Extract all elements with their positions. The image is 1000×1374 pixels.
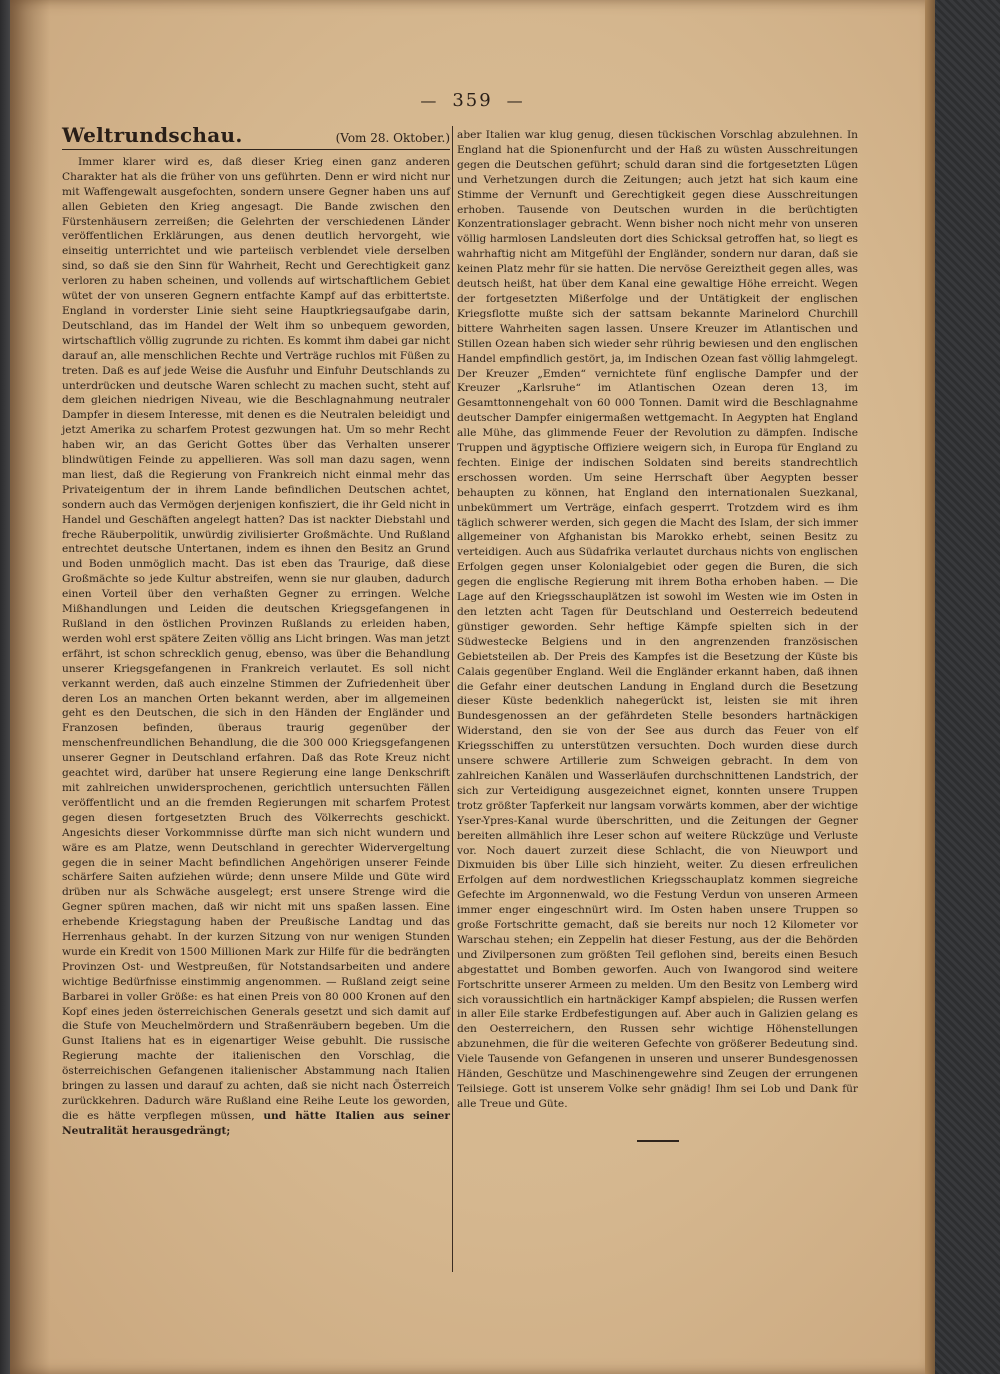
page-number bbox=[10, 90, 935, 111]
article-body-left bbox=[62, 155, 450, 1139]
page-gutter-shadow bbox=[10, 0, 50, 1374]
page-number-dash-right: — bbox=[506, 91, 525, 110]
page-number-value: 359 bbox=[452, 90, 493, 111]
column-divider bbox=[452, 126, 453, 1272]
article-body-left-text: Immer klarer wird es, daß dieser Krieg einen ganz anderen Charakter hat als die früher von uns geführten. Denn er wird nicht nur mit Waffengewalt ausgefochten, sondern unsere Gegner haben uns auf allen Gebieten den Krieg angesagt. Die Bande zwischen den Fürstenhäusern zerreißen; die Gelehrten der verschiedenen Länder veröffentlichen Erklärungen, aus denen deutlich hervorgeht, wie einseitig unterrichtet und wie parteiisch verblendet viele derselben sind, so daß sie den Sinn für Wahrheit, Recht und Gerechtigkeit ganz verloren zu haben scheinen, und vollends auf wirtschaftlichem Gebiet wütet der von unseren Gegnern entfachte Kampf auf das erbittertste. England in vorderster Linie sieht seine Hauptkriegsaufgabe darin, Deutschland, das im Handel der Welt ihm so unbequem geworden, wirtschaftlich völlig zugrunde zu richten. Es kommt ihm dabei gar nicht darauf an, alle menschlichen Rechte und Verträge ruchlos mit Füßen zu treten. Daß es auf jede Weise die Ausfuhr und Einfuhr Deutschlands zu unterdrücken und deutsche Waren schlecht zu machen sucht, steht auf dem gleichen niedrigen Niveau, wie die Beschlagnahmung neutraler Dampfer in diesem Interesse, mit denen es die Neutralen beleidigt und jetzt Amerika zu scharfem Protest gezwungen hat. Um so mehr Recht haben wir, an das Gericht Gottes über das Verhalten unserer blindwütigen Feinde zu appellieren. Was soll man dazu sagen, wenn man liest, daß die Regierung von Frankreich nicht einmal mehr das Privateigentum der in ihrem Lande befindlichen Deutschen achtet, sondern auch das Vermögen derjenigen konfisziert, die ihr Geld nicht in Handel und Geschäften angelegt hatten? Das ist nackter Diebstahl und freche Räuberpolitik, unwürdig zivilisierter Großmächte. Und Rußland entrechtet deutsche Untertanen, indem es ihnen den Besitz an Grund und Boden unmöglich macht. Das ist eben das Traurige, daß diese Großmächte so jede Kultur abstreifen, wenn sie nur glauben, dadurch einen Vorteil über den verhaßten Gegner zu erringen. Welche Mißhandlungen und Leiden die deutschen Kriegsgefangenen in Rußland in den östlichen Provinzen Rußlands zu erleiden haben, werden wohl erst spätere Zeiten völlig ans Licht bringen. Was man jetzt erfährt, ist schon schrecklich genug, ebenso, was über die Behandlung unserer Kriegsgefangenen in Frankreich verlautet. Es soll nicht verkannt werden, daß auch einzelne Stimmen der Zufriedenheit über deren Los an manchen Orten bekannt werden, aber im allgemeinen geht es den Deutschen, die sich in den Händen der Engländer und Franzosen befinden, überaus traurig gegenüber der menschenfreundlichen Behandlung, die die 300 000 Kriegsgefangenen unserer Gegner in Deutschland erfahren. Daß das Rote Kreuz nicht geachtet wird, darüber hat unsere Regierung eine lange Denkschrift mit zahlreichen unwidersprochenen, gerichtlich untersuchten Fällen veröffentlicht und an die fremden Regierungen mit scharfem Protest gegen diesen fortgesetzten Bruch des Völkerrechts geschickt. Angesichts dieser Vorkommnisse dürfte man sich nicht wundern und wäre es am Platze, wenn Deutschland in gerechter Widervergeltung gegen die in seiner Macht befindlichen Angehörigen unserer Feinde schärfere Saiten aufziehen würde; denn unsere Milde und Güte wird drüben nur als Schwäche ausgelegt; erst unsere Strenge wird die Gegner spüren machen, daß wir nicht mit uns spaßen lassen. Eine erhebende Kriegstagung haben der Preußische Landtag und das Herrenhaus gehabt. In der kurzen Sitzung von nur wenigen Stunden wurde ein Kredit von 1500 Millionen Mark zur Hilfe für die bedrängten Provinzen Ost- und Westpreußen, für Notstandsarbeiten und andere wichtige Bedürfnisse einstimmig angenommen. — Rußland zeigt seine Barbarei in voller Größe: es hat einen Preis von 80 000 Kronen auf den Kopf eines jeden österreichischen Generals gesetzt und sich damit auf die Stufe von Meuchelmördern und Straßenräubern begeben. Um die Gunst Italiens hat es in eigenartiger Weise gebuhlt. Die russische Regierung machte der italienischen den Vorschlag, die österreichischen Gefangenen italienischer Abstammung nach Italien bringen zu lassen und darauf zu achten, daß sie nicht nach Österreich zurückkehren. Dadurch wäre Rußland eine Reihe Leute los geworden, die es hätte verpflegen müssen, bbox=[62, 155, 450, 1122]
article-column-left bbox=[62, 123, 450, 1139]
article-header bbox=[62, 123, 450, 150]
book-page bbox=[10, 0, 935, 1374]
article-title: Weltrundschau. bbox=[62, 123, 243, 147]
book-cover-right bbox=[935, 0, 1000, 1374]
page-number-dash-left: — bbox=[420, 91, 439, 110]
article-end-rule bbox=[637, 1140, 679, 1142]
article-date: (Vom 28. Oktober.) bbox=[335, 131, 450, 145]
article-body-right: aber Italien war klug genug, diesen tückischen Vorschlag abzulehnen. In England hat die Spionenfurcht und der Haß zu wüsten Ausschreitungen gegen die Deutschen geführt; schuld daran sind die fortgesetzten Lügen und Verhetzungen durch die Zeitungen; auch jetzt hat sich kaum eine Stimme der Vernunft und Gerechtigkeit gegen diese Ausschreitungen erhoben. Tausende von Deutschen wurden in die berüchtigten Konzentrationslager gebracht. Wenn bisher noch nicht mehr von unseren völlig harmlosen Landsleuten dort dies Schicksal getroffen hat, so liegt es wahrhaftig nicht am Mitgefühl der Engländer, sondern nur daran, daß sie keinen Platz mehr für sie hatten. Die nervöse Gereiztheit gegen alles, was deutsch heißt, hat über dem Kanal eine gewaltige Höhe erreicht. Wegen der fortgesetzten Mißerfolge und der Untätigkeit der englischen Kriegsflotte mußte sich der sattsam bekannte Marinelord Churchill bittere Wahrheiten sagen lassen. Unsere Kreuzer im Atlantischen und Stillen Ozean haben sich wieder sehr rührig bewiesen und den englischen Handel empfindlich gestört, ja, im Indischen Ozean fast völlig lahmgelegt. Der Kreuzer „Emden“ vernichtete fünf englische Dampfer und der Kreuzer „Karlsruhe“ im Atlantischen Ozean deren 13, im Gesamttonnengehalt von 60 000 Tonnen. Damit wird die Beschlagnahme deutscher Dampfer einigermaßen wettgemacht. In Aegypten hat England alle Mühe, das glimmende Feuer der Revolution zu dämpfen. Indische Truppen und ägyptische Offiziere weigern sich, in Europa für England zu fechten. Einige der indischen Soldaten sind bereits standrechtlich erschossen worden. Um seine Herrschaft über Aegypten besser behaupten zu können, hat England den internationalen Suezkanal, unbekümmert um Verträge, einfach gesperrt. Trotzdem wird es ihm täglich schwerer werden, sich gegen die Macht des Islam, der sich immer allgemeiner von Afghanistan bis Marokko erhebt, seinen Besitz zu verteidigen. Auch aus Südafrika verlautet durchaus nichts von englischen Erfolgen gegen unser Kolonialgebiet oder gegen die Buren, die sich gegen die englische Regierung mit ihrem Botha erhoben haben. — Die Lage auf den Kriegsschauplätzen ist sowohl im Westen wie im Osten in den letzten acht Tagen für Deutschland und Oesterreich bedeutend günstiger geworden. Sehr heftige Kämpfe spielten sich in der Südwestecke Belgiens und in den angrenzenden französischen Gebietsteilen ab. Der Preis des Kampfes ist die Besetzung der Küste bis Calais gegenüber England. Weil die Engländer erkannt haben, daß ihnen die Gefahr einer deutschen Landung in England durch die Besetzung dieser Küste bedenklich nahegerückt ist, leisten sie mit ihren Bundesgenossen an der gefährdeten Stelle besonders hartnäckigen Widerstand, den sie von der See aus durch das Feuer von elf Kriegsschiffen zu unterstützen versuchten. Doch wurden diese durch unsere schwere Artillerie zum Schweigen gebracht. In dem von zahlreichen Kanälen und Wasserläufen durchschnittenen Landstrich, der sich zur Verteidigung ausgezeichnet eignet, konnten unsere Truppen trotz größter Tapferkeit nur langsam vorwärts kommen, aber der wichtige Yser-Ypres-Kanal wurde überschritten, und die Zeitungen der Gegner bereiten allmählich ihre Leser schon auf weitere Rückzüge und Verluste vor. Noch dauert zurzeit diese Schlacht, die von Nieuwport und Dixmuiden bis über Lille sich hinzieht, weiter. Zu diesen erfreulichen Erfolgen auf dem nordwestlichen Kriegsschauplatz kommen siegreiche Gefechte im Argonnenwald, wo die Festung Verdun von unseren Armeen immer enger eingeschnürt wird. Im Osten haben unsere Truppen so große Fortschritte gemacht, daß sie bereits nur noch 12 Kilometer vor Warschau stehen; ein Zeppelin hat dieser Festung, aus der die Behörden und Zivilpersonen zum größten Teil geflohen sind, bereits einen Besuch abgestattet und Bomben geworfen. Auch von Iwangorod sind weitere Fortschritte unserer Armeen zu melden. Um den Besitz von Lemberg wird sich voraussichtlich ein hartnäckiger Kampf abspielen; die Russen werfen in aller Eile starke Erdbefestigungen auf. Aber auch in Galizien gelang es den Oesterreichern, den Russen sehr wichtige Höhenstellungen abzunehmen, die für die weiteren Gefechte von größerer Bedeutung sind. Viele Tausende von Gefangenen in unseren und unserer Bundesgenossen Händen, Geschütze und Maschinengewehre sind Zeugen der errungenen Teilsiege. Gott ist unserem Volke sehr gnädig! Ihm sei Lob und Dank für alle Treue und Güte. bbox=[457, 129, 858, 1110]
article-body-left-tail: und hätte Italien aus seiner Neutralität herausgedrängt; bbox=[62, 1109, 450, 1137]
article-column-right bbox=[457, 128, 858, 1142]
